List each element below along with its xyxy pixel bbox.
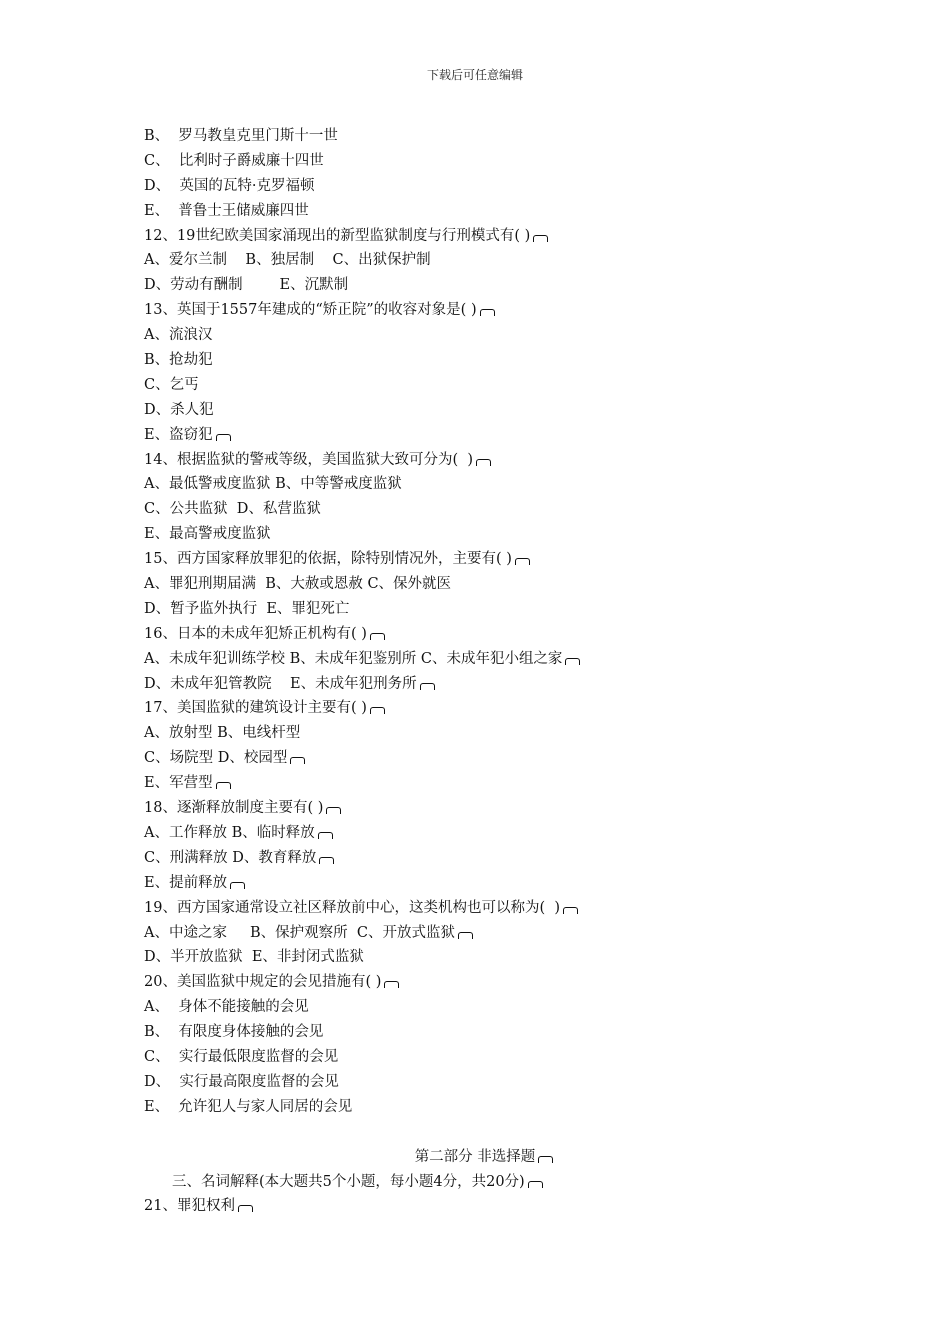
text-line-text: B、 罗马教皇克里门斯十一世 [144,128,338,144]
section-title-text: 第二部分 非选择题 [414,1148,536,1165]
paragraph-mark-icon [216,434,231,441]
paragraph-mark-icon [370,633,385,640]
text-line-text: 14、根据监狱的警戒等级，美国监狱大致可分为( ) [144,451,473,468]
section-subtitle-text: 三、名词解释(本大题共5个小题，每小题4分，共20分) [172,1173,525,1190]
text-line [144,572,844,597]
text-line-text: E、 普鲁士王储威廉四世 [144,202,309,219]
paragraph-mark-icon [216,782,231,789]
text-line [144,522,844,547]
text-line-text: A、爱尔兰制 B、独居制 C、出狱保护制 [144,252,431,269]
spacer [144,1120,844,1145]
text-line [144,945,844,970]
paragraph-mark-icon [326,807,341,814]
text-line-text: 19、西方国家通常设立社区释放前中心，这类机构也可以称为( ) [144,899,560,916]
paragraph-mark-icon [565,658,580,665]
paragraph-mark-icon [528,1181,543,1188]
paragraph-mark-icon [533,235,548,242]
text-line-text: 20、美国监狱中规定的会见措施有( ) [144,974,382,991]
text-line-text: C、刑满释放 D、教育释放 [144,849,317,866]
paragraph-mark-icon [238,1205,253,1212]
text-line [144,1020,844,1045]
text-line [144,796,844,821]
text-line-text: 15、西方国家释放罪犯的依据，除特别情况外，主要有( ) [144,551,512,568]
text-line [144,547,844,572]
text-line-text: A、未成年犯训练学校 B、未成年犯鉴别所 C、未成年犯小组之家 [144,650,563,667]
paragraph-mark-icon [318,832,333,839]
text-line-text: 17、美国监狱的建筑设计主要有( ) [144,700,367,717]
text-line [144,248,844,273]
text-line [144,1070,844,1095]
text-line [144,871,844,896]
text-line [144,721,844,746]
text-line [144,696,844,721]
text-line [144,273,844,298]
text-line-text: A、流浪汉 [144,327,213,344]
text-line-text: D、未成年犯管教院 E、未成年犯刑务所 [144,675,417,692]
paragraph-mark-icon [515,558,530,565]
text-line-text: D、 英国的瓦特·克罗福顿 [144,177,315,194]
text-line [144,1045,844,1070]
text-line [144,647,844,672]
text-line [144,199,844,224]
text-line-text: 16、日本的未成年犯矫正机构有( ) [144,625,367,642]
paragraph-mark-icon [230,882,245,889]
text-line [144,746,844,771]
document-body [144,124,844,1219]
text-line-text: D、 实行最高限度监督的会见 [144,1073,339,1090]
text-line-text: D、半开放监狱 E、非封闭式监狱 [144,949,364,966]
text-line-text: A、最低警戒度监狱 B、中等警戒度监狱 [144,476,402,493]
text-line [144,149,844,174]
text-line-text: C、乞丐 [144,376,199,393]
text-line [144,472,844,497]
text-line [144,298,844,323]
text-line-text: E、提前释放 [144,874,228,891]
text-line-text: C、公共监狱 D、私营监狱 [144,501,321,518]
text-line [144,398,844,423]
paragraph-mark-icon [290,757,305,764]
text-line [144,597,844,622]
text-line-text: B、抢劫犯 [144,352,213,369]
paragraph-mark-icon [384,981,399,988]
paragraph-mark-icon [563,907,578,914]
text-line-text: D、杀人犯 [144,401,214,418]
text-line [144,497,844,522]
text-line [144,921,844,946]
paragraph-mark-icon [476,459,491,466]
text-line [144,224,844,249]
page-header: 下载后可任意编辑 [426,68,523,82]
text-line-text: B、 有限度身体接触的会见 [144,1024,324,1041]
text-line [144,448,844,473]
text-line-text: 12、19世纪欧美国家涌现出的新型监狱制度与行刑模式有( ) [144,227,531,244]
paragraph-mark-icon [538,1156,553,1163]
question-line [144,1194,844,1219]
text-line-text: D、劳动有酬制 E、沉默制 [144,277,349,294]
text-line [144,174,844,199]
text-line-text: E、盗窃犯 [144,426,213,443]
text-line [144,423,844,448]
text-line-text: A、中途之家 B、保护观察所 C、开放式监狱 [144,924,455,941]
paragraph-mark-icon [319,857,334,864]
text-line-text: A、 身体不能接触的会见 [144,999,309,1016]
text-line-text: A、工作释放 B、临时释放 [144,824,315,841]
paragraph-mark-icon [370,707,385,714]
text-line [144,771,844,796]
text-line [144,124,844,149]
text-line [144,821,844,846]
text-line [144,348,844,373]
text-line [144,1095,844,1120]
text-line [144,995,844,1020]
text-line [144,672,844,697]
paragraph-mark-icon [458,932,473,939]
text-line-text: 13、英国于1557年建成的“矫正院”的收容对象是( ) [144,302,477,319]
text-line-text: E、最高警戒度监狱 [144,526,271,543]
paragraph-mark-icon [480,309,495,316]
text-line [144,323,844,348]
text-line-text: E、 允许犯人与家人同居的会见 [144,1098,353,1115]
text-line [144,373,844,398]
text-line [144,846,844,871]
text-line-text: D、暂予监外执行 E、罪犯死亡 [144,600,350,617]
paragraph-mark-icon [420,683,435,690]
text-line-text: A、放射型 B、电线杆型 [144,725,301,742]
text-line-text: C、 比利时子爵威廉十四世 [144,152,324,169]
text-line [144,970,844,995]
text-line-text: E、军营型 [144,775,213,792]
question-line-text: 21、罪犯权利 [144,1198,235,1215]
section-subtitle [144,1170,844,1195]
text-line-text: 18、逐渐释放制度主要有( ) [144,800,324,817]
text-line-text: A、罪犯刑期届满 B、大赦或恩赦 C、保外就医 [144,576,452,593]
section-title [144,1145,844,1170]
text-line [144,896,844,921]
text-line-text: C、场院型 D、校园型 [144,750,288,767]
text-line-text: C、 实行最低限度监督的会见 [144,1048,339,1065]
text-line [144,622,844,647]
